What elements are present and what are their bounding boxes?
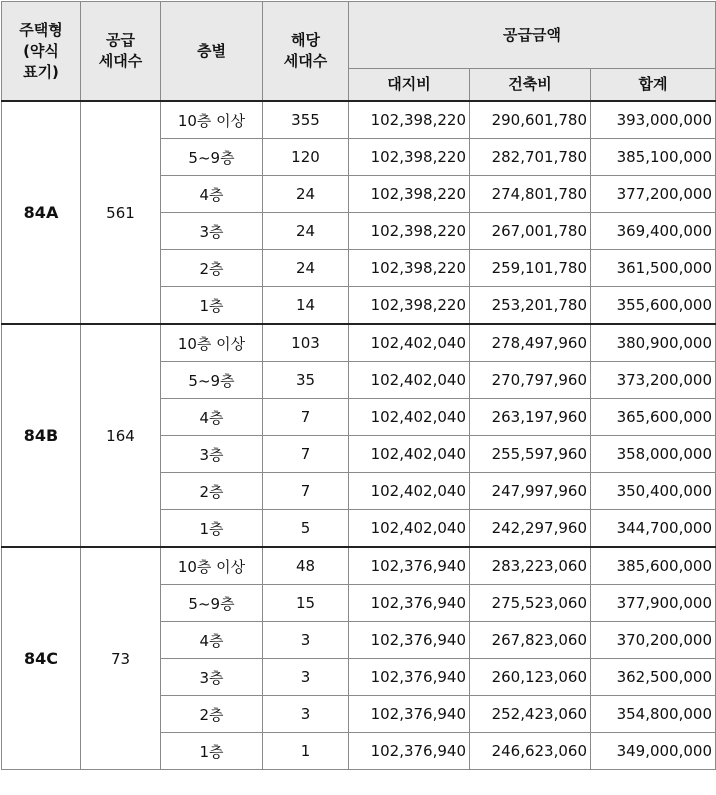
building-cost-cell: 253,201,780 — [470, 287, 591, 325]
building-cost-cell: 278,497,960 — [470, 324, 591, 362]
units-cell: 103 — [263, 324, 349, 362]
total-cell: 393,000,000 — [591, 101, 716, 139]
units-cell: 48 — [263, 547, 349, 585]
supply-units-cell: 561 — [81, 101, 161, 324]
header-units-line1: 해당 — [291, 31, 320, 49]
total-cell: 355,600,000 — [591, 287, 716, 325]
supply-units-cell: 164 — [81, 324, 161, 547]
header-units-line2: 세대수 — [283, 52, 328, 70]
units-cell: 3 — [263, 622, 349, 659]
floor-cell: 2층 — [161, 696, 263, 733]
total-cell: 349,000,000 — [591, 733, 716, 770]
total-cell: 370,200,000 — [591, 622, 716, 659]
land-cost-cell: 102,398,220 — [349, 213, 470, 250]
land-cost-cell: 102,402,040 — [349, 510, 470, 548]
table-row — [2, 547, 716, 585]
housing-type-cell: 84C — [2, 547, 81, 770]
units-cell: 5 — [263, 510, 349, 548]
total-cell: 373,200,000 — [591, 362, 716, 399]
units-cell: 355 — [263, 101, 349, 139]
table-row — [2, 324, 716, 362]
land-cost-cell: 102,402,040 — [349, 324, 470, 362]
supply-units-cell: 73 — [81, 547, 161, 770]
header-supply-line1: 공급 — [106, 31, 135, 49]
land-cost-cell: 102,376,940 — [349, 733, 470, 770]
floor-cell: 3층 — [161, 213, 263, 250]
floor-cell: 5~9층 — [161, 362, 263, 399]
floor-cell: 5~9층 — [161, 139, 263, 176]
total-cell: 354,800,000 — [591, 696, 716, 733]
header-type-line3: 표기) — [23, 62, 59, 81]
floor-cell: 2층 — [161, 473, 263, 510]
building-cost-cell: 275,523,060 — [470, 585, 591, 622]
land-cost-cell: 102,402,040 — [349, 362, 470, 399]
building-cost-cell: 263,197,960 — [470, 399, 591, 436]
building-cost-cell: 247,997,960 — [470, 473, 591, 510]
land-cost-cell: 102,398,220 — [349, 287, 470, 325]
land-cost-cell: 102,402,040 — [349, 436, 470, 473]
building-cost-cell: 283,223,060 — [470, 547, 591, 585]
floor-cell: 1층 — [161, 733, 263, 770]
building-cost-cell: 267,823,060 — [470, 622, 591, 659]
units-cell: 7 — [263, 436, 349, 473]
building-cost-cell: 270,797,960 — [470, 362, 591, 399]
total-cell: 377,200,000 — [591, 176, 716, 213]
land-cost-cell: 102,398,220 — [349, 176, 470, 213]
total-cell: 365,600,000 — [591, 399, 716, 436]
building-cost-cell: 259,101,780 — [470, 250, 591, 287]
land-cost-cell: 102,376,940 — [349, 547, 470, 585]
floor-cell: 2층 — [161, 250, 263, 287]
header-type-line1: 주택형 — [19, 20, 63, 39]
housing-type-cell: 84B — [2, 324, 81, 547]
floor-cell: 5~9층 — [161, 585, 263, 622]
table-row — [2, 101, 716, 139]
header-units — [263, 2, 349, 102]
land-cost-cell: 102,376,940 — [349, 622, 470, 659]
housing-type-cell: 84A — [2, 101, 81, 324]
units-cell: 24 — [263, 176, 349, 213]
table-body — [2, 101, 716, 770]
floor-cell: 3층 — [161, 659, 263, 696]
supply-price-table — [1, 1, 716, 770]
header-supply-price: 공급금액 — [349, 2, 716, 69]
units-cell: 35 — [263, 362, 349, 399]
building-cost-cell: 274,801,780 — [470, 176, 591, 213]
units-cell: 7 — [263, 473, 349, 510]
total-cell: 358,000,000 — [591, 436, 716, 473]
total-cell: 362,500,000 — [591, 659, 716, 696]
land-cost-cell: 102,402,040 — [349, 473, 470, 510]
total-cell: 385,600,000 — [591, 547, 716, 585]
land-cost-cell: 102,398,220 — [349, 139, 470, 176]
units-cell: 15 — [263, 585, 349, 622]
land-cost-cell: 102,398,220 — [349, 101, 470, 139]
building-cost-cell: 252,423,060 — [470, 696, 591, 733]
building-cost-cell: 282,701,780 — [470, 139, 591, 176]
floor-cell: 4층 — [161, 399, 263, 436]
header-total: 합계 — [591, 69, 716, 102]
floor-cell: 1층 — [161, 287, 263, 325]
header-housing-type — [2, 2, 81, 102]
header-floor: 층별 — [161, 2, 263, 102]
floor-cell: 1층 — [161, 510, 263, 548]
floor-cell: 4층 — [161, 622, 263, 659]
land-cost-cell: 102,376,940 — [349, 696, 470, 733]
units-cell: 120 — [263, 139, 349, 176]
units-cell: 14 — [263, 287, 349, 325]
total-cell: 361,500,000 — [591, 250, 716, 287]
floor-cell: 10층 이상 — [161, 547, 263, 585]
units-cell: 3 — [263, 659, 349, 696]
header-supply-line2: 세대수 — [98, 52, 143, 70]
total-cell: 385,100,000 — [591, 139, 716, 176]
floor-cell: 4층 — [161, 176, 263, 213]
header-building-cost: 건축비 — [470, 69, 591, 102]
land-cost-cell: 102,376,940 — [349, 585, 470, 622]
total-cell: 377,900,000 — [591, 585, 716, 622]
land-cost-cell: 102,376,940 — [349, 659, 470, 696]
building-cost-cell: 246,623,060 — [470, 733, 591, 770]
building-cost-cell: 267,001,780 — [470, 213, 591, 250]
building-cost-cell: 242,297,960 — [470, 510, 591, 548]
building-cost-cell: 290,601,780 — [470, 101, 591, 139]
units-cell: 7 — [263, 399, 349, 436]
total-cell: 350,400,000 — [591, 473, 716, 510]
units-cell: 24 — [263, 250, 349, 287]
floor-cell: 10층 이상 — [161, 101, 263, 139]
total-cell: 380,900,000 — [591, 324, 716, 362]
building-cost-cell: 260,123,060 — [470, 659, 591, 696]
building-cost-cell: 255,597,960 — [470, 436, 591, 473]
units-cell: 24 — [263, 213, 349, 250]
floor-cell: 10층 이상 — [161, 324, 263, 362]
land-cost-cell: 102,402,040 — [349, 399, 470, 436]
floor-cell: 3층 — [161, 436, 263, 473]
header-supply-units — [81, 2, 161, 102]
units-cell: 1 — [263, 733, 349, 770]
total-cell: 344,700,000 — [591, 510, 716, 548]
units-cell: 3 — [263, 696, 349, 733]
land-cost-cell: 102,398,220 — [349, 250, 470, 287]
header-type-line2: (약식 — [23, 41, 59, 60]
total-cell: 369,400,000 — [591, 213, 716, 250]
header-land-cost: 대지비 — [349, 69, 470, 102]
